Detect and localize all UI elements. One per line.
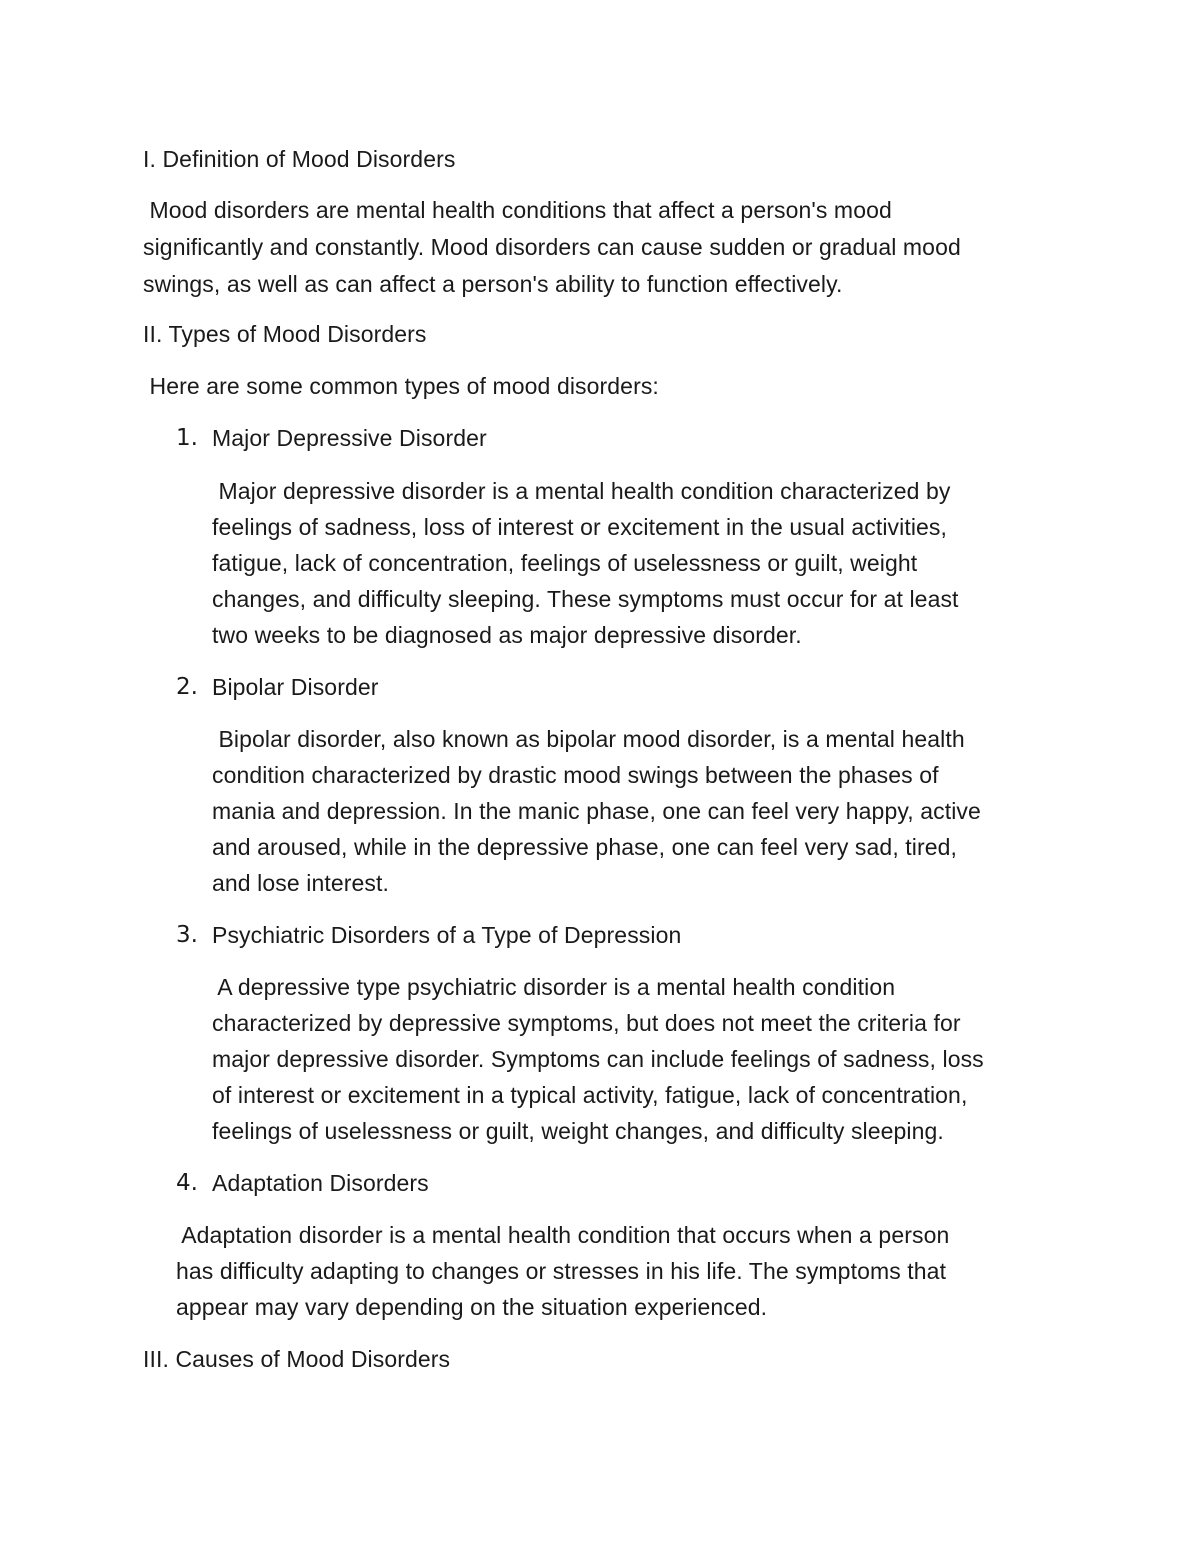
paragraph-line: swings, as well as can affect a person's ability to function effectively. xyxy=(143,271,843,297)
paragraph-line: two weeks to be diagnosed as major depressive disorder. xyxy=(212,622,802,648)
section-heading-definition: I. Definition of Mood Disorders xyxy=(143,146,456,172)
paragraph-line: and lose interest. xyxy=(212,870,389,896)
paragraph-line: condition characterized by drastic mood swings between the phases of xyxy=(212,762,939,788)
paragraph-line: feelings of uselessness or guilt, weight changes, and difficulty sleeping. xyxy=(212,1118,944,1144)
paragraph-line: changes, and difficulty sleeping. These symptoms must occur for at least xyxy=(212,586,959,612)
paragraph-line: significantly and constantly. Mood disorders can cause sudden or gradual mood xyxy=(143,234,961,260)
paragraph-line: characterized by depressive symptoms, but does not meet the criteria for xyxy=(212,1010,961,1036)
paragraph-line: of interest or excitement in a typical activity, fatigue, lack of concentration, xyxy=(212,1082,968,1108)
list-item-title-psychiatric: Psychiatric Disorders of a Type of Depression xyxy=(212,922,682,948)
paragraph-line: and aroused, while in the depressive phase, one can feel very sad, tired, xyxy=(212,834,958,860)
list-number: 3. xyxy=(176,922,198,948)
paragraph-line: Adaptation disorder is a mental health condition that occurs when a person xyxy=(176,1222,950,1248)
list-item-title-adaptation: Adaptation Disorders xyxy=(212,1170,429,1196)
paragraph-line: appear may vary depending on the situation experienced. xyxy=(176,1294,768,1320)
paragraph-line: mania and depression. In the manic phase, one can feel very happy, active xyxy=(212,798,981,824)
section-heading-causes: III. Causes of Mood Disorders xyxy=(143,1346,451,1372)
list-item-title-bipolar: Bipolar Disorder xyxy=(212,674,379,700)
paragraph-line: Major depressive disorder is a mental health condition characterized by xyxy=(212,478,951,504)
paragraph-line: feelings of sadness, loss of interest or excitement in the usual activities, xyxy=(212,514,948,540)
list-number: 2. xyxy=(176,674,198,700)
paragraph-line: major depressive disorder. Symptoms can include feelings of sadness, loss xyxy=(212,1046,984,1072)
paragraph-line: Bipolar disorder, also known as bipolar mood disorder, is a mental health xyxy=(212,726,965,752)
list-item-title-major-depressive: Major Depressive Disorder xyxy=(212,425,487,451)
types-intro: Here are some common types of mood disorders: xyxy=(143,373,659,399)
list-number: 1. xyxy=(176,425,198,451)
paragraph-line: Mood disorders are mental health conditions that affect a person's mood xyxy=(143,197,892,223)
paragraph-line: has difficulty adapting to changes or stresses in his life. The symptoms that xyxy=(176,1258,947,1284)
paragraph-line: fatigue, lack of concentration, feelings of uselessness or guilt, weight xyxy=(212,550,918,576)
list-number: 4. xyxy=(176,1170,198,1196)
paragraph-line: A depressive type psychiatric disorder is a mental health condition xyxy=(212,974,896,1000)
section-heading-types: II. Types of Mood Disorders xyxy=(143,321,427,347)
